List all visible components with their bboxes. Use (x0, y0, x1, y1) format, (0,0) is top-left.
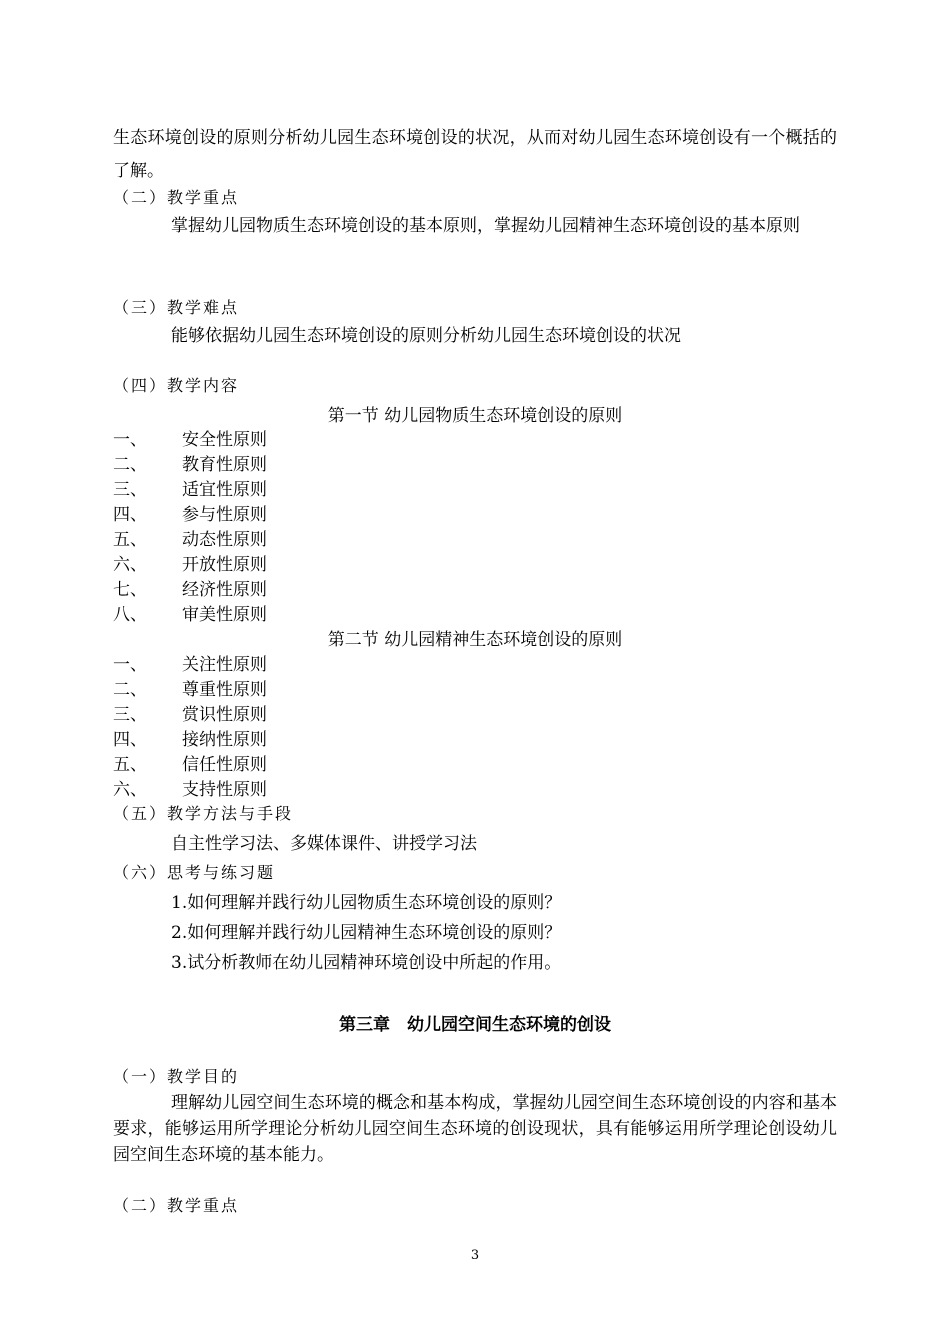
section1-item-num: 七、 (113, 580, 147, 600)
section1-item-text: 开放性原则 (182, 555, 267, 575)
exercise-item: 3.试分析教师在幼儿园精神环境创设中所起的作用。 (171, 953, 562, 973)
section1-item-num: 八、 (113, 605, 147, 625)
section1-item-text: 安全性原则 (182, 430, 267, 450)
section2-item-num: 四、 (113, 730, 147, 750)
section1-title: 第一节 幼儿园物质生态环境创设的原则 (327, 406, 623, 426)
heading-teaching-methods: （五）教学方法与手段 (113, 804, 294, 823)
section1-item-text: 审美性原则 (182, 605, 267, 625)
section1-item-num: 一、 (113, 430, 147, 450)
heading-teaching-difficulty: （三）教学难点 (113, 298, 240, 317)
section2-item-text: 尊重性原则 (182, 680, 267, 700)
heading-teaching-purpose: （一）教学目的 (113, 1067, 240, 1086)
section2-item-num: 一、 (113, 655, 147, 675)
section2-item-num: 三、 (113, 705, 147, 725)
exercise-item: 2.如何理解并践行幼儿园精神生态环境创设的原则？ (171, 923, 562, 943)
section2-item-text: 关注性原则 (182, 655, 267, 675)
section2-item-text: 接纳性原则 (182, 730, 267, 750)
section1-item-text: 动态性原则 (182, 530, 267, 550)
section2-item-text: 赏识性原则 (182, 705, 267, 725)
page-number: 3 (470, 1248, 480, 1263)
heading-exercises: （六）思考与练习题 (113, 863, 276, 882)
section1-item-num: 三、 (113, 480, 147, 500)
chapter-title: 第三章 幼儿园空间生态环境的创设 (339, 1015, 611, 1035)
section1-item-text: 适宜性原则 (182, 480, 267, 500)
section1-item-text: 经济性原则 (182, 580, 267, 600)
intro-paragraph: 生态环境创设的原则分析幼儿园生态环境创设的状况，从而对幼儿园生态环境创设有一个概括的了解。 (113, 128, 837, 181)
exercise-item: 1.如何理解并践行幼儿园物质生态环境创设的原则？ (171, 893, 562, 913)
section1-item-text: 参与性原则 (182, 505, 267, 525)
heading-teaching-content: （四）教学内容 (113, 376, 240, 395)
section1-item-num: 六、 (113, 555, 147, 575)
section1-item-num: 四、 (113, 505, 147, 525)
section2-item-num: 二、 (113, 680, 147, 700)
section2-title: 第二节 幼儿园精神生态环境创设的原则 (327, 630, 623, 650)
focus-paragraph: 掌握幼儿园物质生态环境创设的基本原则，掌握幼儿园精神生态环境创设的基本原则 (171, 216, 800, 236)
difficulty-text: 能够依据幼儿园生态环境创设的原则分析幼儿园生态环境创设的状况 (171, 326, 681, 346)
section1-item-num: 五、 (113, 530, 147, 550)
section2-item-text: 支持性原则 (182, 780, 267, 800)
purpose-paragraph: 理解幼儿园空间生态环境的概念和基本构成，掌握幼儿园空间生态环境创设的内容和基本要求，能够运用所学理论分析幼儿园空间生态环境的创设现状，具有能够运用所学理论创设幼儿园空间生态环境的基本能力。 (113, 1093, 837, 1165)
heading-teaching-focus: （二）教学重点 (113, 188, 240, 207)
section1-item-text: 教育性原则 (182, 455, 267, 475)
methods-text: 自主性学习法、多媒体课件、讲授学习法 (171, 834, 477, 854)
section2-item-num: 五、 (113, 755, 147, 775)
heading-teaching-focus: （二）教学重点 (113, 1196, 240, 1215)
section1-item-num: 二、 (113, 455, 147, 475)
section2-item-text: 信任性原则 (182, 755, 267, 775)
section2-item-num: 六、 (113, 780, 147, 800)
